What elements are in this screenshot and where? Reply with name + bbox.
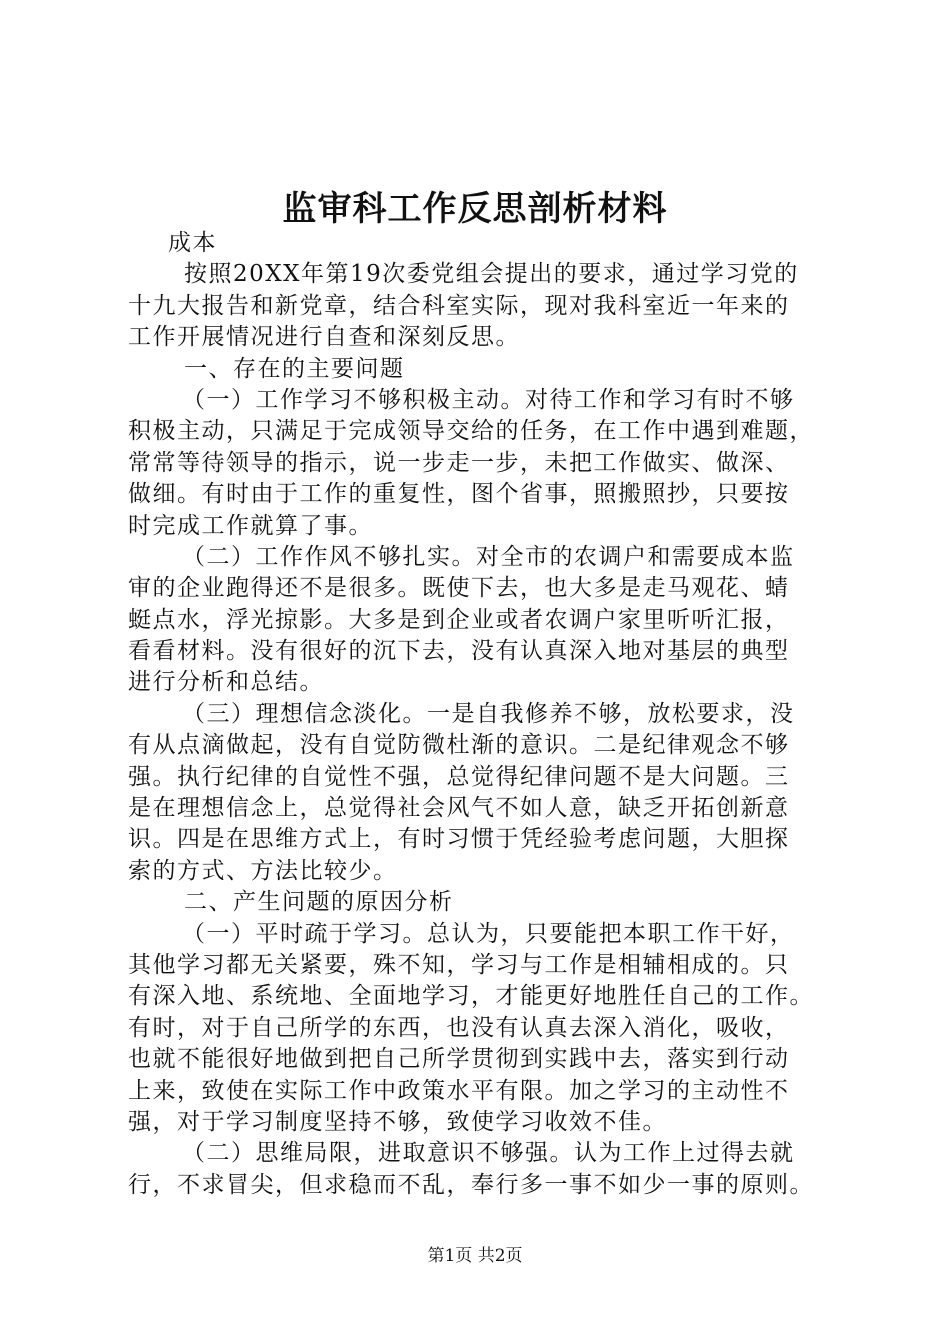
paragraph-line: 按照20XX年第19次委党组会提出的要求，通过学习党的 <box>184 261 799 288</box>
section-heading: 二、产生问题的原因分析 <box>184 889 454 916</box>
paragraph-line: 行，不求冒尖，但求稳而不乱，奉行多一事不如少一事的原则。 <box>128 1171 814 1198</box>
paragraph-line: 也就不能很好地做到把自己所学贯彻到实践中去，落实到行动 <box>128 1046 790 1073</box>
paragraph-line: 积极主动，只满足于完成领导交给的任务，在工作中遇到难题， <box>128 418 814 445</box>
author-line: 成本 <box>168 230 217 256</box>
paragraph-line: 做细。有时由于工作的重复性，图个省事，照搬照抄，只要按 <box>128 481 790 508</box>
paragraph-line: 强。执行纪律的自觉性不强，总觉得纪律问题不是大问题。三 <box>128 763 790 790</box>
paragraph-line: （二）工作作风不够扎实。对全市的农调户和需要成本监 <box>182 543 795 570</box>
paragraph-line: 有从点滴做起，没有自觉防微杜渐的意识。二是纪律观念不够 <box>128 732 790 759</box>
paragraph-line: 进行分析和总结。 <box>128 669 324 696</box>
paragraph-line: 上来，致使在实际工作中政策水平有限。加之学习的主动性不 <box>128 1077 790 1104</box>
paragraph-line: 时完成工作就算了事。 <box>128 512 373 539</box>
paragraph-line: （二）思维局限，进取意识不够强。认为工作上过得去就 <box>182 1140 795 1167</box>
paragraph-line: 索的方式、方法比较少。 <box>128 857 398 884</box>
paragraph-line: （三）理想信念淡化。一是自我修养不够，放松要求，没 <box>182 700 795 727</box>
paragraph-line: 常常等待领导的指示，说一步走一步，未把工作做实、做深、 <box>128 449 790 476</box>
paragraph-line: 十九大报告和新党章，结合科室实际，现对我科室近一年来的 <box>128 292 790 319</box>
section-heading: 一、存在的主要问题 <box>184 355 405 382</box>
paragraph-line: （一）工作学习不够积极主动。对待工作和学习有时不够 <box>182 386 795 413</box>
paragraph-line: 强，对于学习制度坚持不够，致使学习收效不佳。 <box>128 1108 667 1135</box>
page-footer: 第1页 共2页 <box>427 1246 523 1266</box>
document-body <box>128 228 858 1201</box>
paragraph-line: （一）平时疏于学习。总认为，只要能把本职工作干好， <box>182 920 795 947</box>
paragraph-line: 审的企业跑得还不是很多。既使下去，也大多是走马观花、蜻 <box>128 575 790 602</box>
paragraph-line: 是在理想信念上，总觉得社会风气不如人意，缺乏开拓创新意 <box>128 795 790 822</box>
document-title: 监审科工作反思剖析材料 <box>282 189 668 229</box>
paragraph-line: 蜓点水，浮光掠影。大多是到企业或者农调户家里听听汇报， <box>128 606 790 633</box>
paragraph-line: 有时，对于自己所学的东西，也没有认真去深入消化，吸收， <box>128 1014 790 1041</box>
paragraph-line: 识。四是在思维方式上，有时习惯于凭经验考虑问题，大胆探 <box>128 826 790 853</box>
paragraph-line: 有深入地、系统地、全面地学习，才能更好地胜任自己的工作。 <box>128 983 814 1010</box>
paragraph-line: 工作开展情况进行自查和深刻反思。 <box>128 324 520 351</box>
paragraph-line: 其他学习都无关紧要，殊不知，学习与工作是相辅相成的。只 <box>128 951 790 978</box>
paragraph-line: 看看材料。没有很好的沉下去，没有认真深入地对基层的典型 <box>128 638 790 665</box>
